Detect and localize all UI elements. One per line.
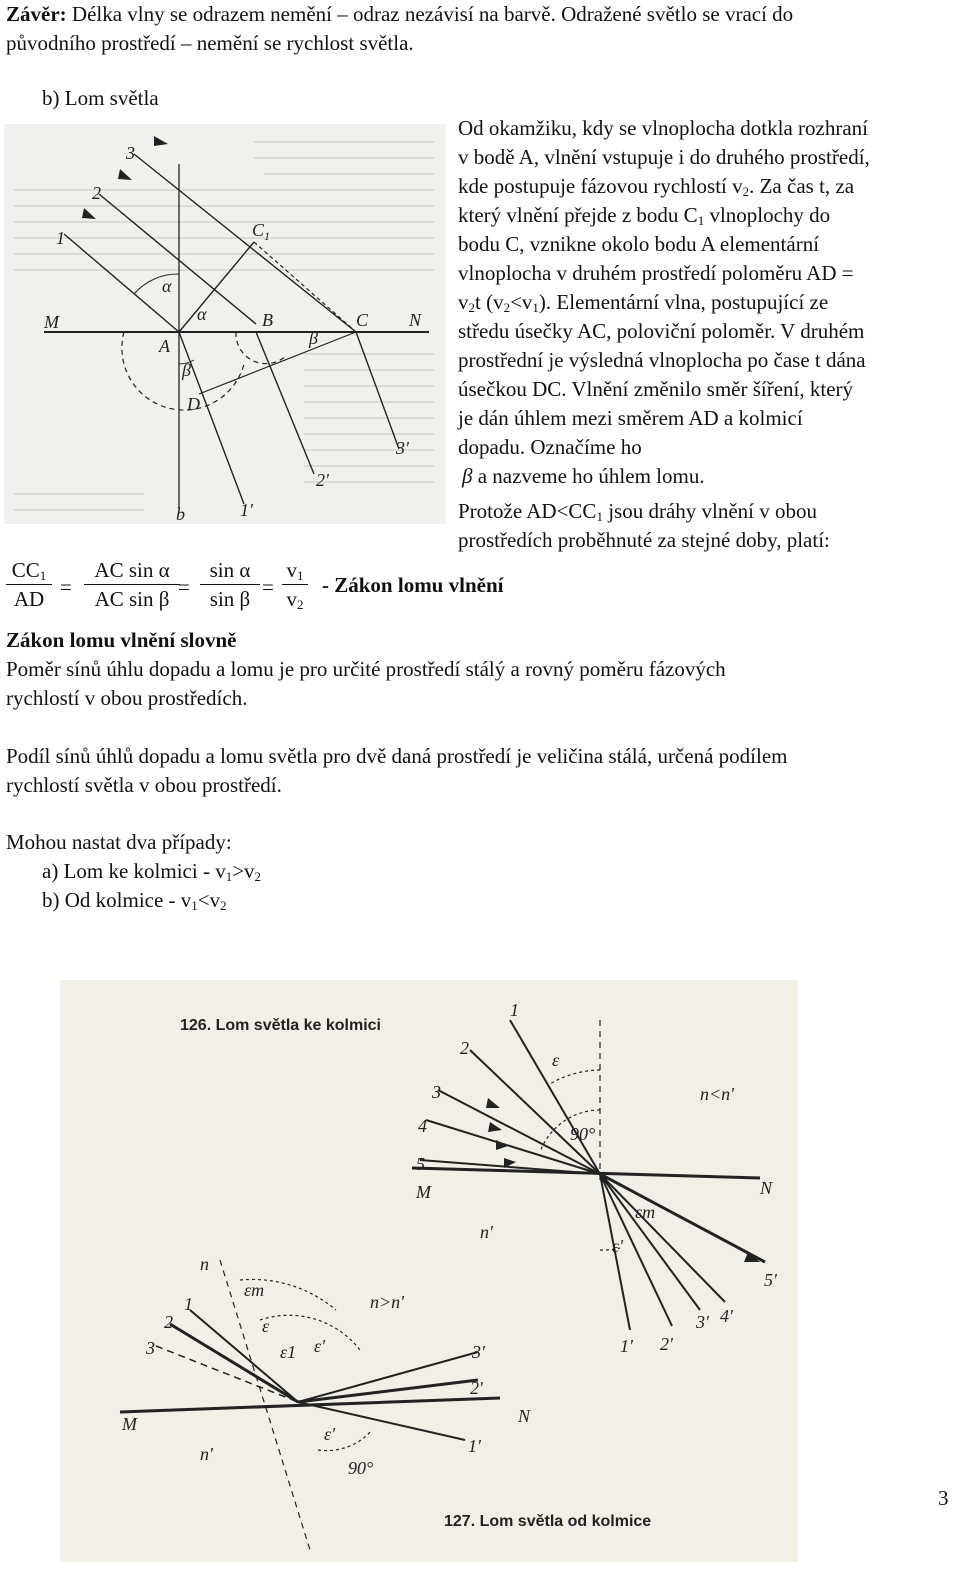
- fig126-r3: 3: [432, 1082, 441, 1102]
- fraction-cc1-ad: $\frac{CC_1}{AD}$: [6, 558, 52, 612]
- fraction-sin: $\frac{\text{sin α}}{\text{sin β}}$: [200, 558, 260, 612]
- label-ray-1: 1: [56, 228, 65, 248]
- cases-list: [6, 828, 606, 915]
- fig127-r1: 1: [184, 1294, 193, 1314]
- fig127-eps1: ε1: [280, 1342, 297, 1362]
- explanation-line: Protože $AD<CC_1$ jsou dráhy vlnění v obou: [458, 499, 817, 524]
- explanation-line: prostředích proběhnuté za stejné doby, platí:: [458, 528, 830, 552]
- fig126-r1p: 1': [620, 1336, 633, 1356]
- law-text: rychlostí v obou prostředích.: [6, 686, 248, 710]
- label-C1: $C_1$: [252, 220, 271, 243]
- explanation-paragraph: [458, 114, 954, 555]
- fig126-r2p: 2': [660, 1334, 673, 1354]
- fig127-eps-p: ε': [324, 1424, 335, 1444]
- fraction-velocity: $\frac{v_1}{v_2}$: [282, 558, 308, 612]
- label-alpha-2: α: [197, 304, 207, 324]
- explanation-line: $v_2t$ $(v_2<v_1)$. Elementární vlna, postupující ze: [458, 290, 829, 315]
- fig126-n-rel: n<n': [700, 1084, 734, 1104]
- label-b: b: [176, 504, 185, 524]
- fig126-n-prime: n': [480, 1222, 493, 1242]
- explanation-line: středu úsečky AC, poloviční poloměr. V druhém: [458, 319, 865, 343]
- law-text: Poměr sínů úhlu dopadu a lomu je pro určité prostředí stálý a rovný poměru fázových: [6, 657, 726, 681]
- refraction-cases-diagram: [60, 980, 798, 1562]
- fig126-90: 90°: [570, 1124, 596, 1144]
- zaver-paragraph: [6, 0, 956, 58]
- explanation-line: kde postupuje fázovou rychlostí $v_2$. Za čas t, za: [458, 174, 855, 199]
- explanation-line: bodu C, vznikne okolo bodu A elementární: [458, 232, 820, 256]
- fig127-90: 90°: [348, 1458, 374, 1478]
- section-title: b) Lom světla: [42, 86, 159, 110]
- fig127-eps: ε: [262, 1316, 270, 1336]
- fig127-M: M: [122, 1414, 137, 1434]
- beta-symbol: β: [462, 464, 473, 488]
- equals-sign: =: [262, 575, 274, 599]
- label-A: A: [159, 336, 170, 356]
- label-D: D: [187, 394, 200, 414]
- fig127-r2p: 2': [470, 1378, 483, 1398]
- label-beta: β: [182, 360, 191, 380]
- caption-126: 126. Lom světla ke kolmici: [180, 1017, 381, 1034]
- equals-sign: =: [178, 575, 190, 599]
- label-B: B: [262, 310, 273, 330]
- label-beta-2: β: [309, 328, 318, 348]
- fig127-r3p: 3': [472, 1342, 485, 1362]
- fig126-r5: 5: [416, 1154, 425, 1174]
- cases-intro: Mohou nastat dva případy:: [6, 830, 232, 854]
- law-label: - Zákon lomu vlnění: [322, 573, 504, 597]
- explanation-line: Od okamžiku, kdy se vlnoplocha dotkla rozhraní: [458, 116, 868, 140]
- fig127-eps-m: εm: [244, 1280, 265, 1300]
- case-a: a) Lom ke kolmici - $v_1>v_2$: [42, 859, 262, 884]
- explanation-line: úsečkou DC. Vlnění změnilo směr šíření, který: [458, 377, 854, 401]
- ratio-paragraph: [6, 742, 956, 800]
- fig127-n: n: [200, 1254, 209, 1274]
- fig126-r4: 4: [418, 1116, 427, 1136]
- fig126-r1: 1: [510, 1000, 519, 1020]
- fig126-r3p: 3': [696, 1312, 709, 1332]
- label-N: N: [409, 310, 422, 330]
- zaver-text-1: Délka vlny se odrazem nemění – odraz nezávisí na barvě. Odražené světlo se vrací do: [66, 2, 794, 26]
- fig127-eps2: ε': [314, 1336, 325, 1356]
- explanation-line: je dán úhlem mezi směrem AD a kolmicí: [458, 406, 803, 430]
- explanation-line: dopadu. Označíme ho: [458, 435, 642, 459]
- fig126-M: M: [416, 1182, 431, 1202]
- explanation-line: v bodě A, vlnění vstupuje i do druhého prostředí,: [458, 145, 870, 169]
- fig126-r5p: 5': [764, 1270, 777, 1290]
- case-b: b) Od kolmice - $v_1<v_2$: [42, 888, 227, 913]
- label-ray-3p: 3': [396, 438, 409, 458]
- fig126-r2: 2: [460, 1038, 469, 1058]
- label-ray-1p: 1': [240, 500, 253, 520]
- label-ray-2p: 2': [316, 470, 329, 490]
- fig127-n-prime: n': [200, 1444, 213, 1464]
- fig126-N: N: [760, 1178, 773, 1198]
- explanation-line: prostřední je výsledná vlnoplocha po čase t dána: [458, 348, 866, 372]
- equals-sign: =: [60, 575, 72, 599]
- page-number: 3: [938, 1486, 949, 1510]
- caption-127: 127. Lom světla od kolmice: [444, 1513, 652, 1530]
- fig127-r2: 2: [164, 1312, 173, 1332]
- fig126-eps: ε: [552, 1050, 560, 1070]
- law-words: [6, 626, 956, 713]
- label-alpha: α: [162, 276, 172, 296]
- law-heading: Zákon lomu vlnění slovně: [6, 628, 237, 652]
- label-C: C: [356, 310, 369, 330]
- figure-refraction-cases: [60, 980, 798, 1562]
- fig127-N: N: [518, 1406, 531, 1426]
- fig127-r1p: 1': [468, 1436, 481, 1456]
- fig126-eps-m: εm: [635, 1202, 656, 1222]
- figure-huygens-refraction: [4, 124, 446, 524]
- ratio-text: rychlostí světla v obou prostředí.: [6, 773, 282, 797]
- zaver-label: Závěr:: [6, 2, 67, 26]
- explanation-line: β a nazveme ho úhlem lomu.: [458, 462, 954, 491]
- fig126-r4p: 4': [720, 1306, 733, 1326]
- zaver-text-2: původního prostředí – nemění se rychlost světla.: [6, 31, 414, 55]
- ratio-text: Podíl sínů úhlů dopadu a lomu světla pro dvě daná prostředí je veličina stálá, určená podílem: [6, 744, 788, 768]
- fig127-n-rel: n>n': [370, 1292, 404, 1312]
- explanation-line: vlnoplocha v druhém prostředí poloměru AD =: [458, 261, 854, 285]
- label-M: M: [44, 312, 59, 332]
- label-ray-2: 2: [92, 183, 101, 203]
- fig127-r3: 3: [146, 1338, 155, 1358]
- fraction-ac-sin: $\frac{\text{AC sin α}}{\text{AC sin β}}$: [84, 558, 180, 612]
- huygens-diagram: [4, 124, 446, 524]
- label-ray-3: 3: [126, 143, 135, 163]
- fig126-eps-p: ε': [612, 1236, 623, 1256]
- explanation-line: který vlnění přejde z bodu $C_1$ vlnoplochy do: [458, 203, 831, 228]
